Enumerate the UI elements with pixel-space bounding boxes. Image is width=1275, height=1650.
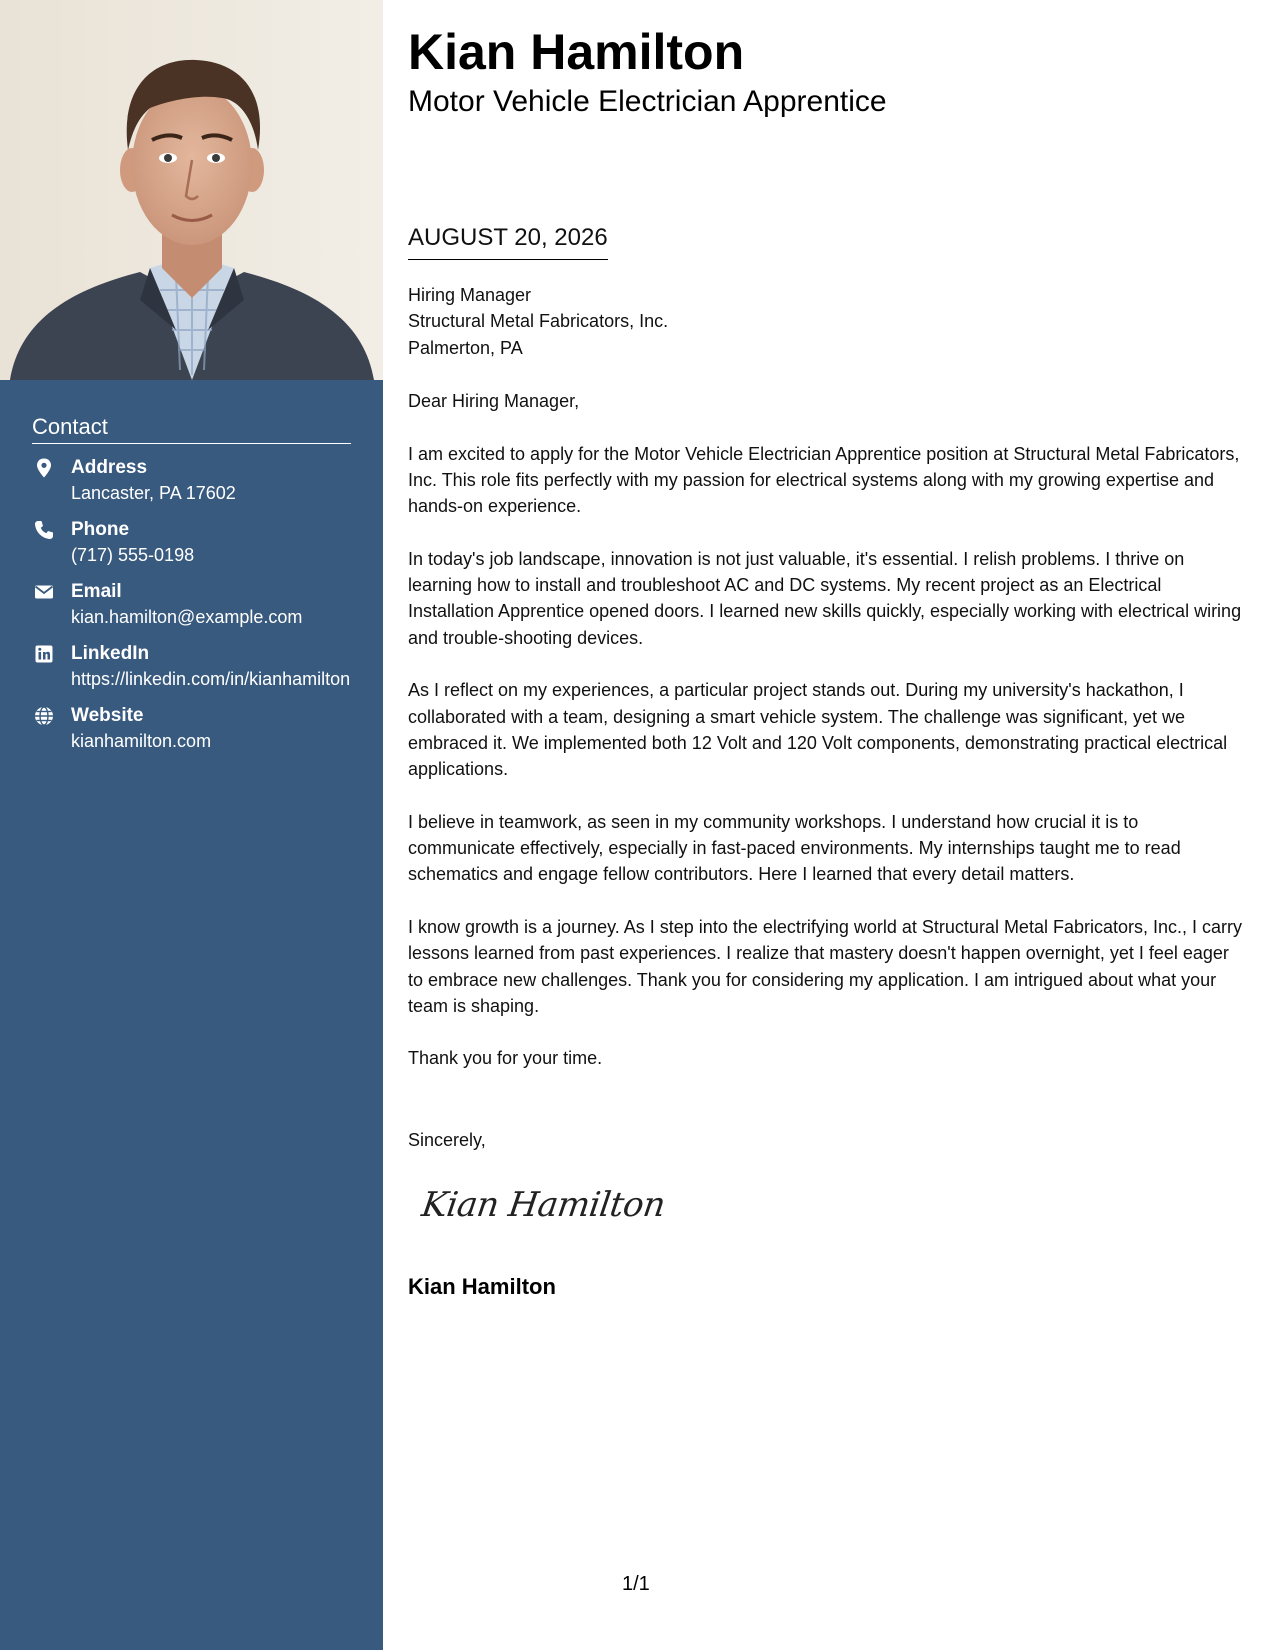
profile-photo [0,0,383,380]
contact-list [32,455,352,765]
closing: Sincerely, [408,1130,486,1150]
recipient-line: Palmerton, PA [408,337,523,358]
salutation: Dear Hiring Manager, [408,391,580,411]
letter-body [408,388,1248,1098]
website-value[interactable]: kianhamilton.com [71,731,212,751]
contact-address [32,455,352,505]
email-value[interactable]: kian.hamilton@example.com [71,607,303,627]
contact-heading: Contact [32,412,351,444]
paragraph: I know growth is a journey. As I step into the electrifying world at Structural Metal Fabricators, Inc., I carry lessons learned from past experiences. I realize that mastery doesn't happen overnight, yet I feel eager to embrace new challenges. Thank you for considering my application. I am intrigued about what your team is shaping. [408,916,1243,1016]
linkedin-icon [33,643,55,665]
paragraph: In today's job landscape, innovation is not just valuable, it's essential. I relish problems. I thrive on learning how to install and troubleshoot AC and DC systems. My recent project as an Electrical Installation Apprentice opened doors. I learned new skills quickly, especially working with electrical wiring and trouble-shooting devices. [408,548,1242,648]
phone-icon [33,519,55,541]
sidebar [0,0,383,1650]
applicant-name: Kian Hamilton [408,24,745,80]
linkedin-value[interactable]: https://linkedin.com/in/kianhamilton [71,669,351,689]
recipient-line: Hiring Manager [408,285,532,305]
paragraph: Thank you for your time. [408,1048,603,1069]
contact-phone [32,517,352,567]
contact-email [32,579,352,629]
contact-label: LinkedIn [71,643,150,664]
paragraph: I am excited to apply for the Motor Vehicle Electrician Apprentice position at Structural Metal Fabricators, Inc. This role fits perfectly with my passion for electrical systems along with my growing expertise and hands-on experience. [408,443,1240,517]
phone-value[interactable]: (717) 555-0198 [71,545,195,565]
contact-label: Phone [71,519,130,540]
signature-image: Kian Hamilton [419,1185,668,1225]
letter-date: AUGUST 20, 2026 [408,222,608,260]
signer-name: Kian Hamilton [408,1274,556,1299]
contact-linkedin [32,641,352,691]
contact-label: Email [71,581,122,602]
paragraph: I believe in teamwork, as seen in my community workshops. I understand how crucial it is to communicate effectively, especially in fast-paced environments. My internships taught me to read schematics and engage fellow contributors. Here I learned that every detail matters. [408,811,1181,885]
page-number: 1/1 [622,1573,650,1595]
contact-website [32,703,352,753]
globe-icon [33,705,55,727]
recipient-line: Structural Metal Fabricators, Inc. [408,311,669,332]
envelope-icon [33,581,55,603]
job-title: Motor Vehicle Electrician Apprentice [408,85,887,118]
paragraph: As I reflect on my experiences, a particular project stands out. During my university's hackathon, I collaborated with a team, designing a smart vehicle system. The challenge was significant, yet we embraced it. We implemented both 12 Volt and 120 Volt components, demonstrating practical electrical applications. [408,680,1228,780]
recipient-block [408,282,668,361]
map-pin-icon [33,457,55,479]
contact-label: Address [71,457,148,478]
contact-label: Website [71,705,144,726]
address-value: Lancaster, PA 17602 [71,483,236,503]
